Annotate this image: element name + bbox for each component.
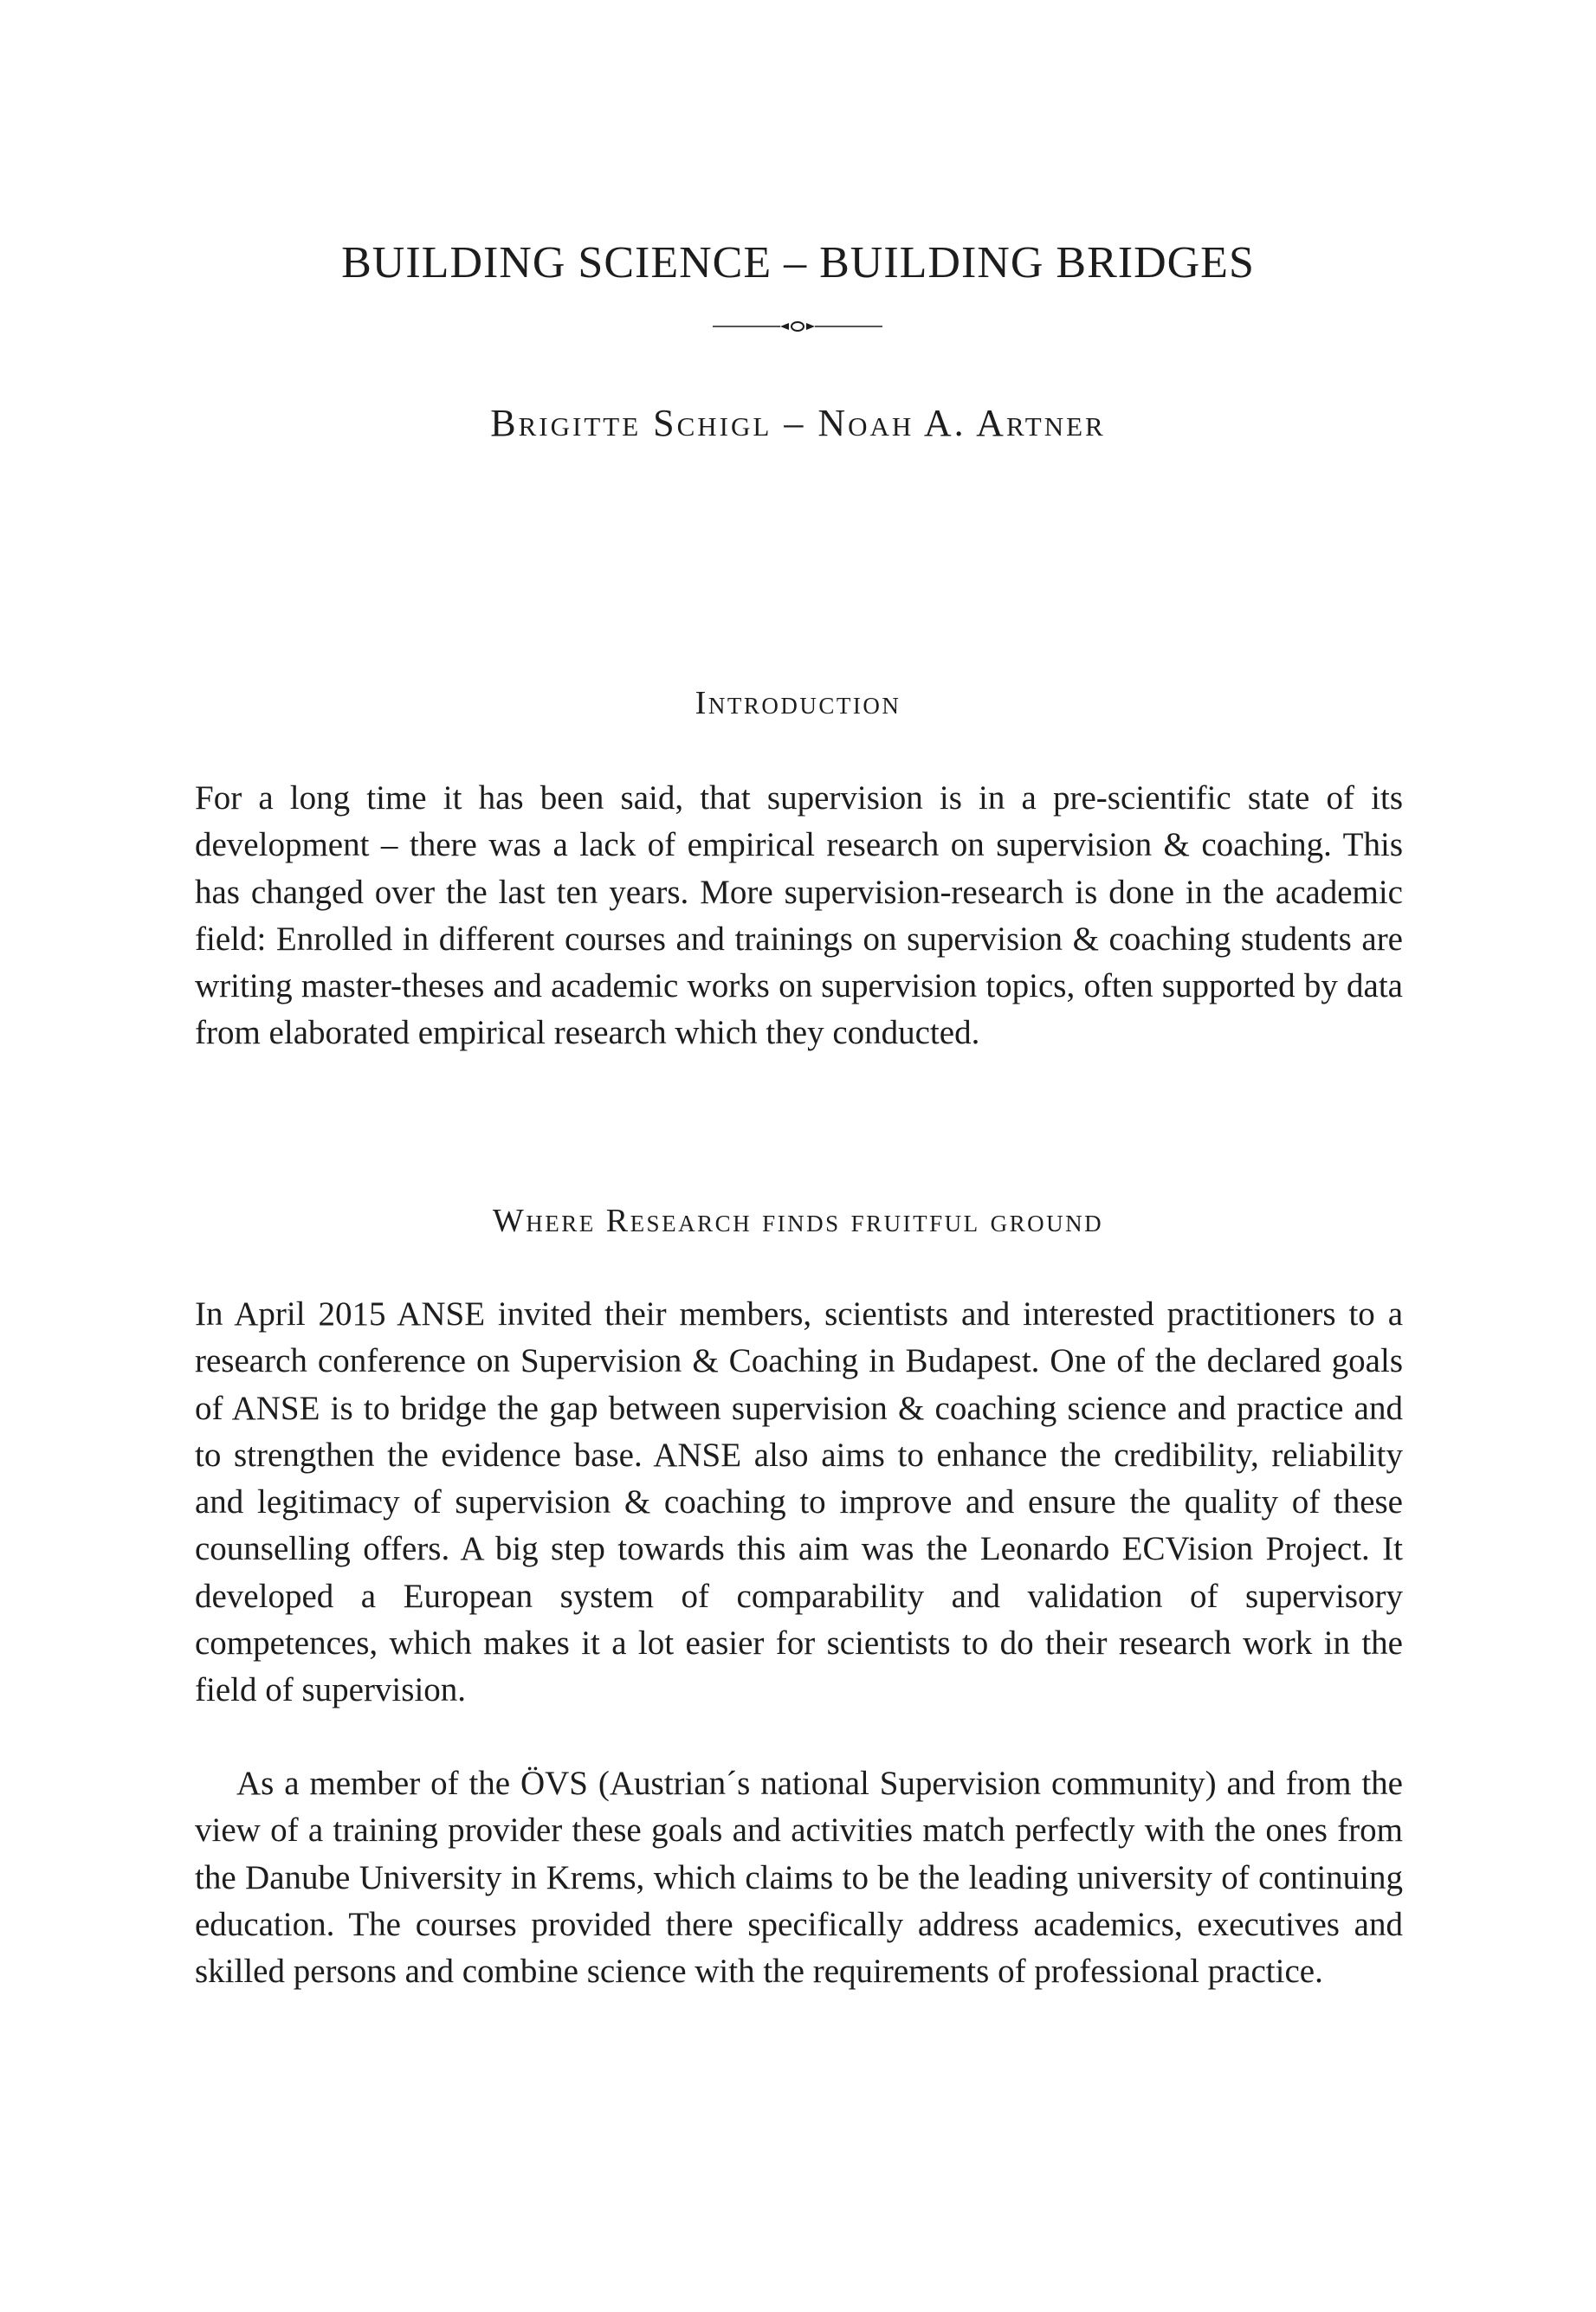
page-title: BUILDING SCIENCE – BUILDING BRIDGES (341, 238, 1255, 287)
title-ornament-divider (711, 313, 884, 339)
section-heading-where-research: Where Research finds fruitful ground (492, 1203, 1104, 1239)
where-research-paragraph-2: As a member of the ÖVS (Austrian´s national Supervision community) and from the view of a training provider these goals and activities match perfectly with the ones from the Danube University in Krems, which claims to be the leading university of continuing education. The courses provided there specifically address academics, executives and skilled persons and combine science with the requirements of professional practice. (195, 1765, 1403, 1991)
section-heading-introduction: Introduction (695, 685, 901, 721)
authors-line: Brigitte Schigl – Noah A. Artner (490, 402, 1106, 444)
where-research-paragraph-1: In April 2015 ANSE invited their members, scientists and interested practitioners to a research conference on Supervision & Coaching in Budapest. One of the declared goals of ANSE is to bridge the gap between supervision & coaching science and practice and to strengthen the evidence base. ANSE also aims to enhance the credibility, reliability and legitimacy of supervision & coaching to improve and ensure the quality of these counselling offers. A big step towards this aim was the Leonardo ECVision Project. It developed a European system of comparability and validation of supervisory competences, which makes it a lot easier for scientists to do their research work in the field of supervision. (195, 1295, 1403, 1709)
introduction-paragraph: For a long time it has been said, that supervision is in a pre-scientific state of its development – there was a lack of empirical research on supervision & coaching. This has changed over the last ten years. More supervision-research is done in the academic field: Enrolled in different courses and trainings on supervision & coaching students are writing master-theses and academic works on supervision topics, often supported by data from elaborated empirical research which they conducted. (195, 779, 1403, 1052)
